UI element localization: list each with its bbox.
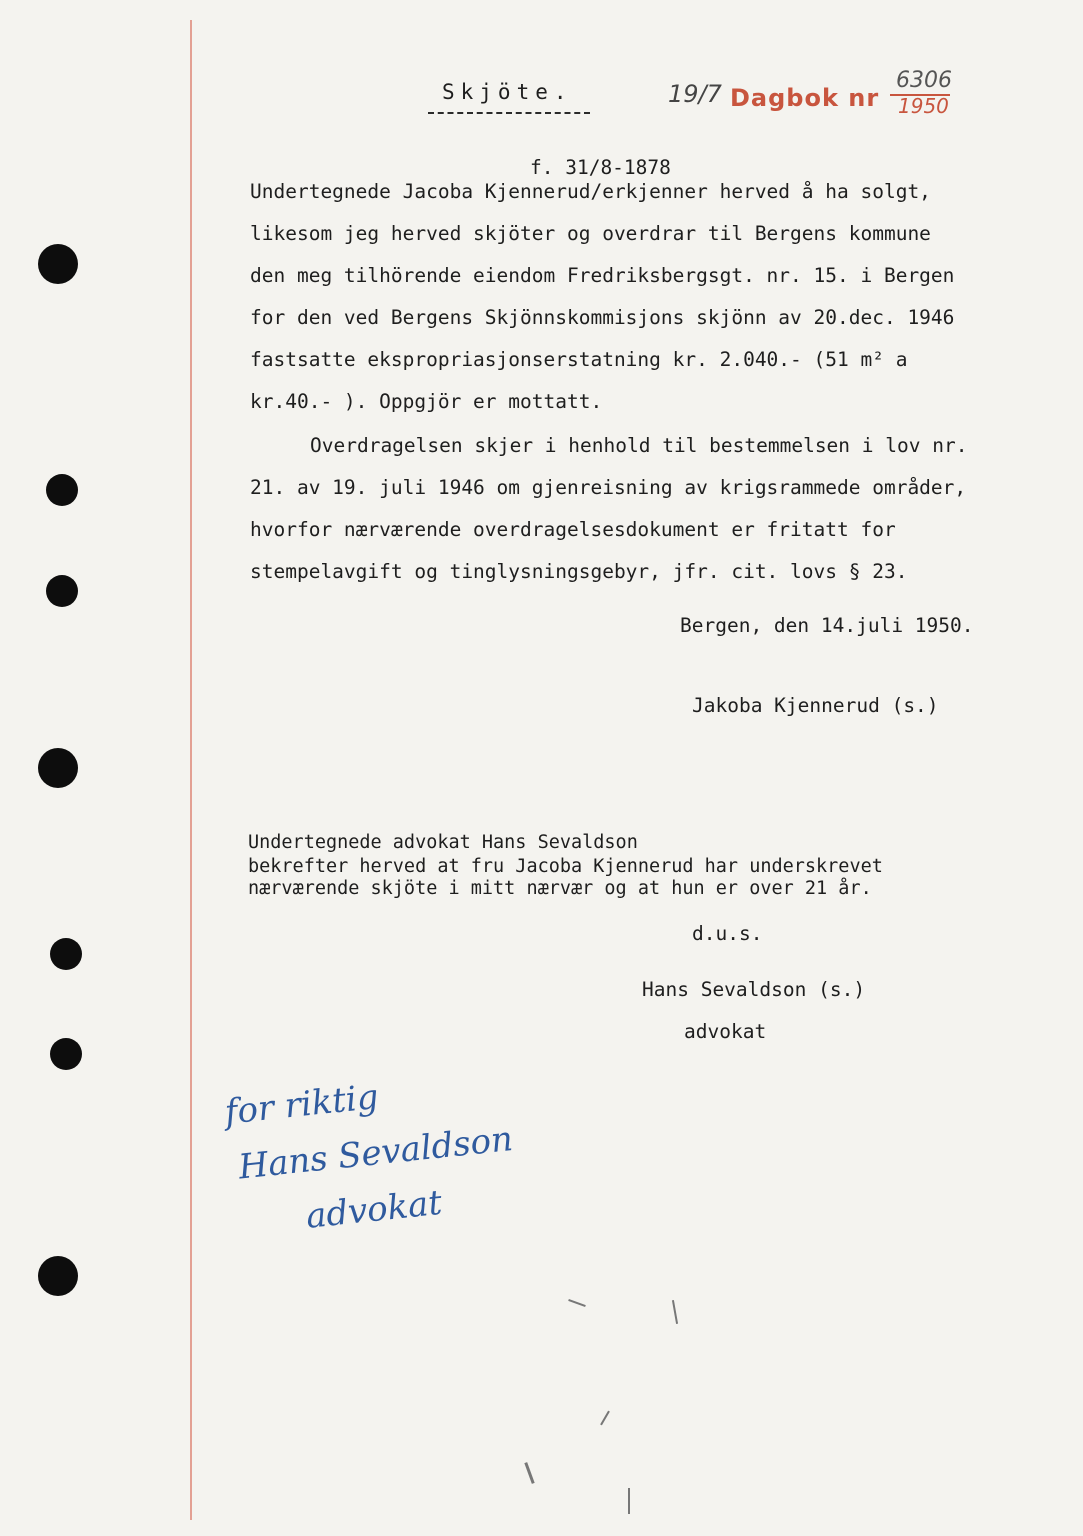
signature-seller: Jakoba Kjennerud (s.): [692, 694, 939, 717]
punch-hole: [50, 1038, 82, 1070]
punch-hole: [38, 1256, 78, 1296]
birth-note: f. 31/8-1878: [530, 156, 671, 179]
signature-lawyer-title: advokat: [684, 1020, 767, 1043]
paper-speck: [568, 1299, 586, 1307]
punch-hole: [50, 938, 82, 970]
punch-hole: [38, 244, 78, 284]
paragraph1-line: for den ved Bergens Skjönnskommisjons skjönn av 20.dec. 1946: [250, 306, 955, 329]
paper-speck: [628, 1488, 630, 1514]
punch-hole: [46, 575, 78, 607]
stamp-year: 1950: [898, 94, 949, 118]
signature-lawyer: Hans Sevaldson (s.): [642, 978, 866, 1001]
paragraph1-line: likesom jeg herved skjöter og overdrar til Bergens kommune: [250, 222, 931, 245]
handwritten-line: for riktig: [222, 1076, 381, 1133]
attestation-line: nærværende skjöte i mitt nærvær og at hun er over 21 år.: [248, 878, 872, 899]
paper-speck: [524, 1462, 534, 1484]
attestation-line: bekrefter herved at fru Jacoba Kjennerud har underskrevet: [248, 856, 883, 877]
paper-speck: [672, 1300, 678, 1324]
attestation-line: Undertegnede advokat Hans Sevaldson: [248, 832, 638, 853]
paragraph1-line: Undertegnede Jacoba Kjennerud/erkjenner herved å ha solgt,: [250, 180, 931, 203]
paragraph2-line: 21. av 19. juli 1946 om gjenreisning av krigsrammede områder,: [250, 476, 967, 499]
handwritten-line: Hans Sevaldson: [236, 1119, 515, 1188]
punch-hole: [46, 474, 78, 506]
paragraph2-line: hvorfor nærværende overdragelsesdokument er fritatt for: [250, 518, 896, 541]
punch-hole: [38, 748, 78, 788]
paper-speck: [600, 1411, 610, 1426]
paragraph1-line: fastsatte ekspropriasjonserstatning kr. 2.040.- (51 m² a: [250, 348, 908, 371]
handwritten-signature: [222, 1055, 521, 1252]
document-title: Skjöte.: [442, 80, 573, 104]
stamp-date: 19/7: [668, 80, 722, 108]
paragraph2-line: Overdragelsen skjer i henhold til bestemmelsen i lov nr.: [310, 434, 968, 457]
paragraph2-line: stempelavgift og tinglysningsgebyr, jfr. cit. lovs § 23.: [250, 560, 908, 583]
stamp-number: 6306: [896, 68, 952, 93]
dus-note: d.u.s.: [692, 922, 763, 945]
paragraph1-line: kr.40.- ). Oppgjör er mottatt.: [250, 390, 603, 413]
handwritten-line: advokat: [304, 1182, 444, 1237]
stamp-label: Dagbok nr: [730, 84, 880, 112]
margin-line: [190, 20, 192, 1520]
place-date: Bergen, den 14.juli 1950.: [680, 614, 974, 637]
title-underline: [428, 112, 590, 114]
paragraph1-line: den meg tilhörende eiendom Fredriksbergsgt. nr. 15. i Bergen: [250, 264, 955, 287]
